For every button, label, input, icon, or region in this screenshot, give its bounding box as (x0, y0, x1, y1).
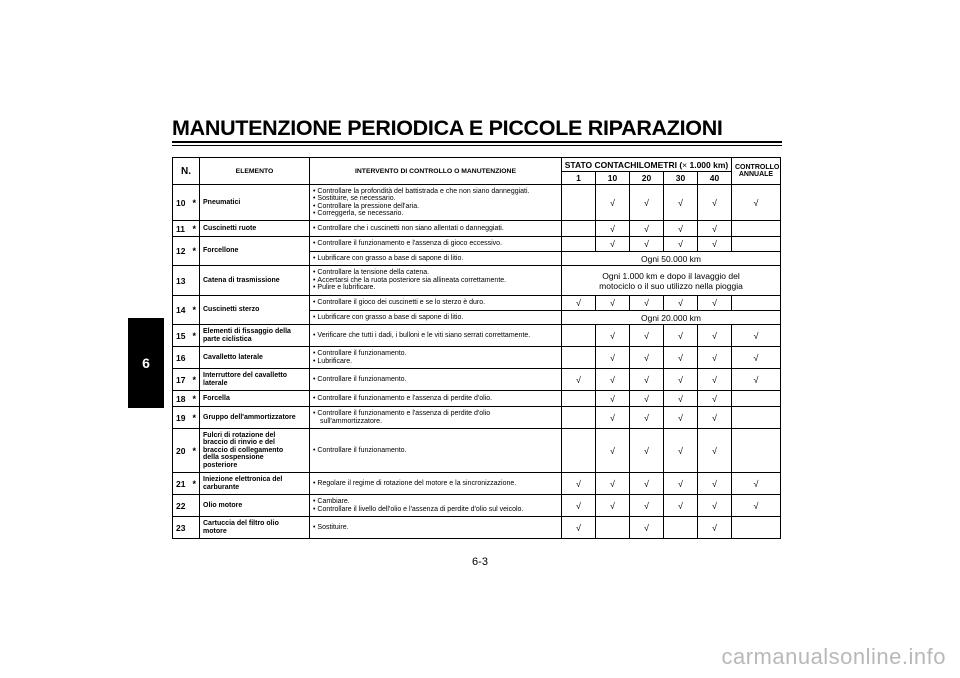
check-cell (732, 237, 781, 252)
action-item: • Controllare il funzionamento. (313, 447, 558, 455)
table-row (173, 369, 781, 391)
check-cell: √ (698, 296, 732, 311)
check-cell: √ (664, 237, 698, 252)
element-name-line: Interruttore del cavalletto (203, 372, 288, 379)
check-cell: √ (630, 347, 664, 369)
check-cell: √ (698, 495, 732, 517)
action-item: • Sostituire, se necessario. (313, 195, 558, 203)
element-name-line: Fulcri di rotazione del (203, 431, 276, 439)
header-odometer (562, 158, 732, 172)
action-item: • Controllare il gioco dei cuscinetti e se lo sterzo è duro. (313, 299, 558, 307)
check-cell: √ (698, 429, 732, 473)
check-cell: √ (596, 495, 630, 517)
check-cell: √ (732, 325, 781, 347)
table-row (173, 221, 781, 237)
star-mark: * (190, 221, 200, 237)
table-row (173, 495, 781, 517)
element-name (200, 473, 310, 495)
element-name: Forcellone (200, 237, 310, 266)
header-n: N. (173, 158, 200, 185)
row-number: 23 (173, 517, 190, 539)
header-odometer-suffix: 1.000 km) (687, 159, 729, 170)
check-cell: √ (596, 407, 630, 429)
action-cell (310, 495, 562, 517)
check-cell: √ (698, 325, 732, 347)
check-cell: √ (562, 296, 596, 311)
check-cell (562, 391, 596, 407)
check-cell (732, 517, 781, 539)
star-mark: * (190, 296, 200, 325)
star-mark (190, 347, 200, 369)
action-cell (310, 252, 562, 266)
check-cell: √ (664, 429, 698, 473)
page-title: MANUTENZIONE PERIODICA E PICCOLE RIPARAZIONI (172, 116, 723, 140)
action-cell (310, 517, 562, 539)
action-item: • Controllare il funzionamento e l'assenza di perdite d'olio. (313, 395, 558, 403)
row-number: 16 (173, 347, 190, 369)
row-number: 19 (173, 407, 190, 429)
check-cell: √ (698, 237, 732, 252)
action-item: • Controllare la pressione dell'aria. (313, 203, 558, 211)
action-item: • Controllare il funzionamento. (313, 350, 558, 358)
action-cell (310, 429, 562, 473)
row-number: 14 (173, 296, 190, 325)
interval-span-line1: Ogni 1.000 km e dopo il lavaggio del (602, 270, 740, 281)
check-cell (562, 237, 596, 252)
header-annual (732, 158, 781, 185)
header-annual-line1: CONTROLLO (735, 163, 780, 171)
table-row (173, 325, 781, 347)
action-item: • Correggerla, se necessario. (313, 210, 558, 218)
check-cell: √ (698, 407, 732, 429)
check-cell (596, 517, 630, 539)
check-cell (732, 407, 781, 429)
check-cell (562, 325, 596, 347)
element-name-line: posteriore (203, 461, 238, 469)
star-mark: * (190, 185, 200, 221)
element-name (200, 429, 310, 473)
table-row (173, 237, 781, 252)
check-cell: √ (630, 185, 664, 221)
header-km-40: 40 (698, 172, 732, 185)
check-cell (664, 517, 698, 539)
check-cell: √ (630, 221, 664, 237)
check-cell (562, 347, 596, 369)
check-cell: √ (732, 185, 781, 221)
check-cell: √ (664, 473, 698, 495)
action-item: • Lubrificare. (313, 358, 558, 366)
header-elemento: ELEMENTO (200, 158, 310, 185)
element-name: Olio motore (200, 495, 310, 517)
action-item: • Lubrificare con grasso a base di sapone di litio. (313, 314, 558, 322)
title-rule (172, 141, 782, 143)
action-cell (310, 325, 562, 347)
star-mark (190, 266, 200, 296)
check-cell (732, 296, 781, 311)
check-cell: √ (664, 185, 698, 221)
check-cell (562, 221, 596, 237)
check-cell (732, 391, 781, 407)
maintenance-table (172, 157, 781, 539)
check-cell: √ (732, 369, 781, 391)
watermark[interactable]: carmanualsonline.info (721, 644, 946, 669)
header-km-10: 10 (596, 172, 630, 185)
check-cell: √ (664, 325, 698, 347)
row-number: 12 (173, 237, 190, 266)
check-cell: √ (596, 221, 630, 237)
check-cell: √ (698, 473, 732, 495)
action-item: • Controllare che i cuscinetti non siano allentati o danneggiati. (313, 225, 558, 233)
star-mark: * (190, 391, 200, 407)
check-cell: √ (596, 369, 630, 391)
check-cell: √ (562, 369, 596, 391)
check-cell: √ (596, 347, 630, 369)
check-cell: √ (596, 237, 630, 252)
row-number: 18 (173, 391, 190, 407)
check-cell: √ (596, 391, 630, 407)
row-number: 21 (173, 473, 190, 495)
action-item-continued: sull'ammortizzatore. (320, 417, 383, 425)
action-item: • Regolare il regime di rotazione del motore e la sincronizzazione. (313, 480, 558, 488)
check-cell: √ (664, 369, 698, 391)
action-cell (310, 347, 562, 369)
star-mark: * (190, 407, 200, 429)
star-mark: * (190, 429, 200, 473)
star-mark (190, 495, 200, 517)
header-odometer-times: × (682, 159, 688, 170)
interval-span-line2: motociclo o il suo utilizzo nella pioggia (599, 280, 743, 291)
action-cell (310, 311, 562, 325)
action-item: • Sostituire. (313, 524, 558, 532)
action-cell (310, 221, 562, 237)
action-item: • Controllare il funzionamento. (313, 376, 558, 384)
check-cell: √ (664, 221, 698, 237)
element-name: Cavalletto laterale (200, 347, 310, 369)
check-cell (562, 407, 596, 429)
action-item: • Controllare il funzionamento e l'assenza di perdite d'olio (313, 410, 558, 418)
check-cell: √ (664, 391, 698, 407)
table-row (173, 407, 781, 429)
element-name: Forcella (200, 391, 310, 407)
table-row (173, 391, 781, 407)
element-name-line: braccio di rinvio e del (203, 439, 275, 447)
row-number: 15 (173, 325, 190, 347)
star-mark: * (190, 325, 200, 347)
check-cell: √ (596, 325, 630, 347)
header-km-30: 30 (664, 172, 698, 185)
table-row (173, 473, 781, 495)
table-row (173, 347, 781, 369)
check-cell: √ (630, 495, 664, 517)
action-cell (310, 473, 562, 495)
check-cell: √ (562, 517, 596, 539)
action-item: • Controllare il funzionamento e l'assenza di gioco eccessivo. (313, 240, 558, 248)
interval-span: Ogni 50.000 km (562, 252, 781, 266)
element-name-line: motore (203, 527, 227, 535)
check-cell (732, 221, 781, 237)
row-number: 11 (173, 221, 190, 237)
element-name (200, 517, 310, 539)
check-cell: √ (664, 407, 698, 429)
action-item: • Controllare il livello dell'olio e l'assenza di perdite d'olio sul veicolo. (313, 506, 558, 514)
check-cell: √ (630, 517, 664, 539)
table-row (173, 429, 781, 473)
element-name-line: carburante (203, 483, 240, 491)
check-cell (562, 429, 596, 473)
action-item: • Pulire e lubrificare. (313, 284, 558, 292)
element-name: Catena di trasmissione (200, 266, 310, 296)
element-name-line: Iniezione elettronica del (203, 476, 283, 483)
header-intervento: INTERVENTO DI CONTROLLO O MANUTENZIONE (310, 158, 562, 185)
star-mark: * (190, 369, 200, 391)
action-item: • Verificare che tutti i dadi, i bulloni e le viti siano serrati correttamente. (313, 332, 558, 340)
action-item: • Controllare la profondità del battistrada e che non siano danneggiati. (313, 188, 558, 196)
action-cell (310, 296, 562, 311)
row-number: 10 (173, 185, 190, 221)
element-name-line: laterale (203, 379, 228, 387)
row-number: 20 (173, 429, 190, 473)
star-mark: * (190, 237, 200, 266)
check-cell: √ (630, 369, 664, 391)
chapter-tab: 6 (128, 318, 164, 408)
check-cell: √ (698, 391, 732, 407)
check-cell: √ (630, 407, 664, 429)
element-name-line: Cartuccia del filtro olio (203, 520, 279, 527)
check-cell: √ (732, 495, 781, 517)
check-cell: √ (732, 473, 781, 495)
header-annual-line2: ANNUALE (738, 171, 774, 178)
check-cell: √ (664, 296, 698, 311)
element-name-line: Elementi di fissaggio della (203, 328, 291, 335)
page-number: 6-3 (472, 556, 488, 568)
check-cell: √ (596, 185, 630, 221)
table-row (173, 517, 781, 539)
element-name-line: parte ciclistica (203, 335, 252, 343)
check-cell: √ (698, 369, 732, 391)
element-name: Cuscinetti sterzo (200, 296, 310, 325)
element-name-line: braccio di collegamento (203, 446, 284, 454)
check-cell: √ (630, 473, 664, 495)
check-cell: √ (630, 429, 664, 473)
action-item: • Lubrificare con grasso a base di sapone di litio. (313, 255, 558, 263)
action-item: • Accertarsi che la ruota posteriore sia allineata correttamente. (313, 277, 558, 285)
check-cell: √ (732, 347, 781, 369)
action-cell (310, 391, 562, 407)
element-name: Gruppo dell'ammortizzatore (200, 407, 310, 429)
check-cell: √ (698, 347, 732, 369)
check-cell: √ (596, 429, 630, 473)
element-name: Pneumatici (200, 185, 310, 221)
interval-span (562, 266, 781, 296)
header-km-20: 20 (630, 172, 664, 185)
check-cell: √ (698, 517, 732, 539)
check-cell: √ (630, 237, 664, 252)
check-cell: √ (698, 185, 732, 221)
element-name (200, 325, 310, 347)
action-item: • Controllare la tensione della catena. (313, 269, 558, 277)
check-cell: √ (630, 296, 664, 311)
check-cell: √ (562, 495, 596, 517)
check-cell (732, 429, 781, 473)
table-row (173, 266, 781, 296)
title-rule-thin (172, 145, 782, 146)
table-row (173, 296, 781, 311)
check-cell (562, 185, 596, 221)
element-name: Cuscinetti ruote (200, 221, 310, 237)
check-cell: √ (664, 495, 698, 517)
check-cell: √ (630, 325, 664, 347)
check-cell: √ (596, 296, 630, 311)
row-number: 17 (173, 369, 190, 391)
action-cell (310, 407, 562, 429)
table-row (173, 185, 781, 221)
header-odometer-prefix: STATO CONTACHILOMETRI ( (564, 159, 683, 170)
star-mark (190, 517, 200, 539)
action-item: • Cambiare. (313, 498, 558, 506)
action-cell (310, 185, 562, 221)
check-cell: √ (596, 473, 630, 495)
element-name (200, 369, 310, 391)
header-km-1: 1 (562, 172, 596, 185)
row-number: 13 (173, 266, 190, 296)
check-cell: √ (698, 221, 732, 237)
check-cell: √ (630, 391, 664, 407)
row-number: 22 (173, 495, 190, 517)
interval-span: Ogni 20.000 km (562, 311, 781, 325)
action-cell (310, 237, 562, 252)
star-mark: * (190, 473, 200, 495)
action-cell (310, 369, 562, 391)
check-cell: √ (562, 473, 596, 495)
action-cell (310, 266, 562, 296)
element-name-line: della sospensione (203, 454, 264, 462)
check-cell: √ (664, 347, 698, 369)
